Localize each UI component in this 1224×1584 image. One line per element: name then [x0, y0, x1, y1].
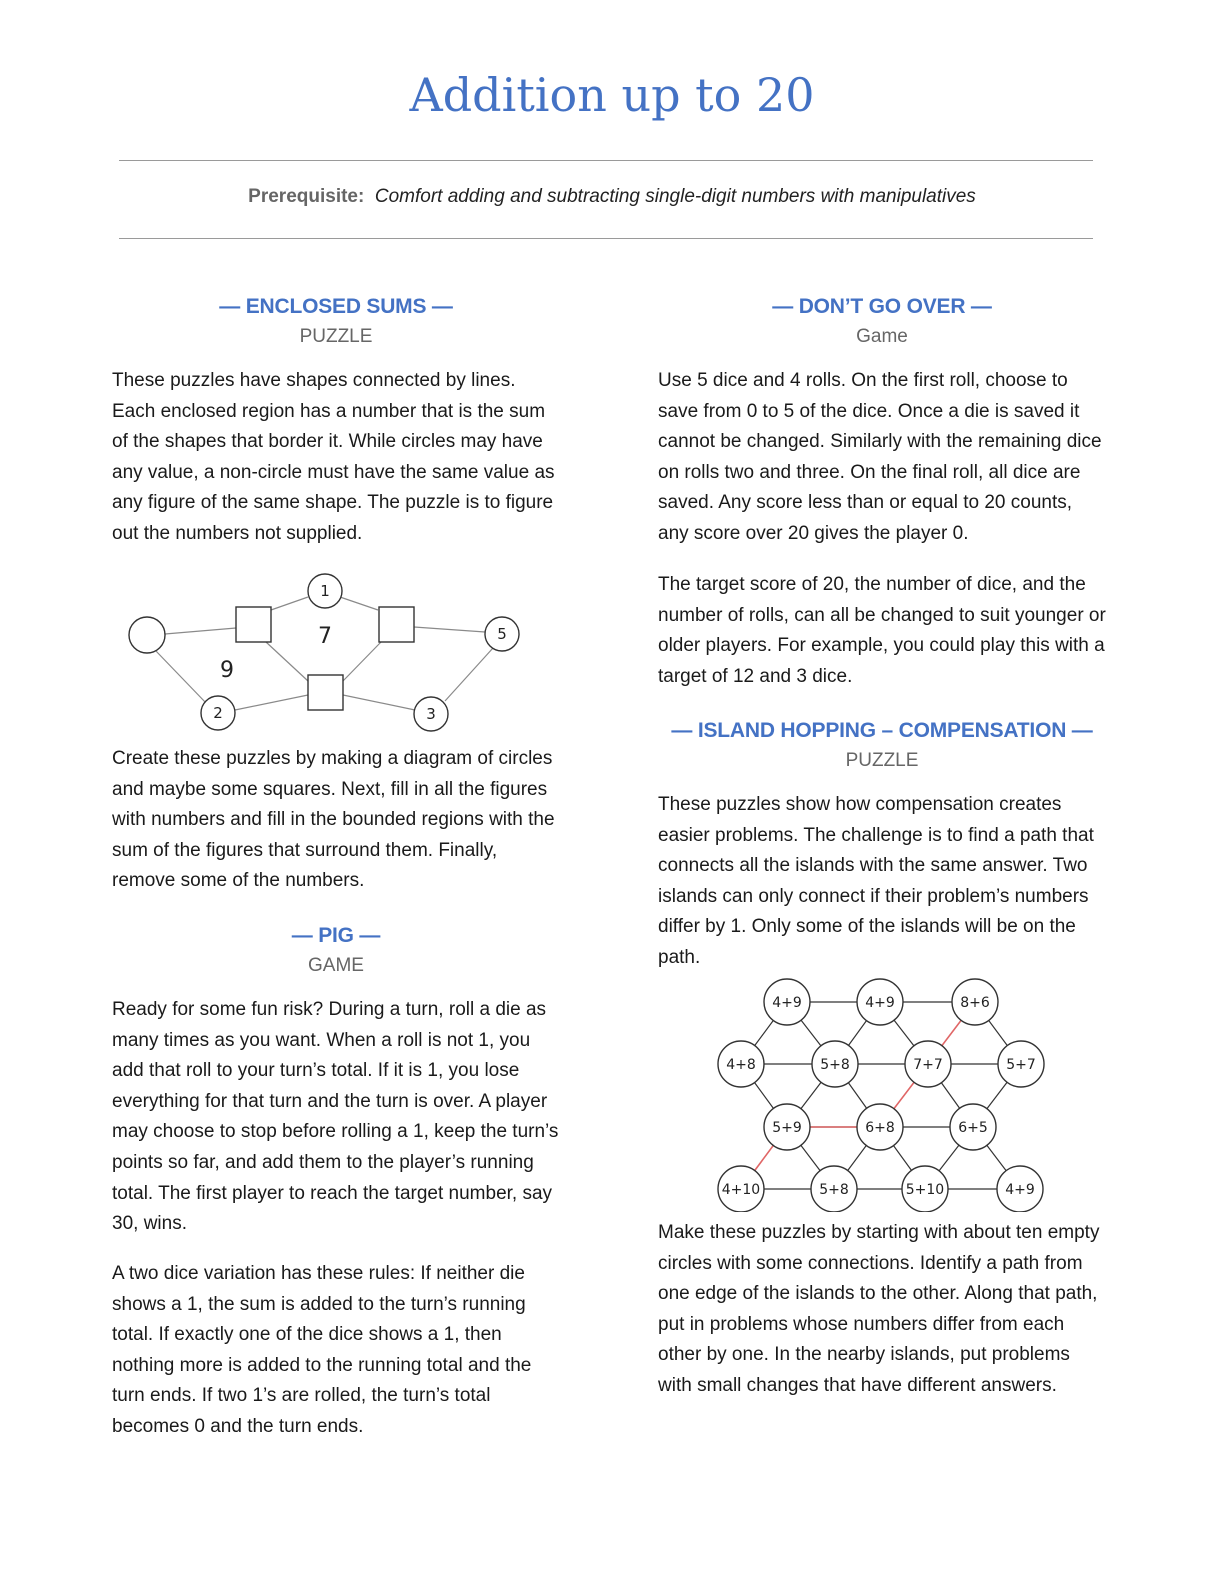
island-label: 7+7 — [913, 1057, 943, 1073]
island-hopping-make: Make these puzzles by starting with about ten empty circles with some connections. Identify a path from one edge of the islands to the other. Along that path, put in problems whose numbers differ from each other by one. In the nearby islands, put problems with small changes that have different answers. — [658, 1222, 1100, 1396]
enclosed-sums-create: Create these puzzles by making a diagram of circles and maybe some squares. Next, fill in all the figures with numbers and fill in the bounded regions with the sum of the figures that surround them. Finally, remove some of the numbers. — [112, 748, 555, 892]
bottom-divider — [119, 238, 1093, 239]
circle-label: 3 — [426, 705, 436, 723]
section-heading: — ISLAND HOPPING – COMPENSATION — — [671, 719, 1093, 742]
square-shape — [236, 607, 271, 642]
pig-variation: A two dice variation has these rules: If neither die shows a 1, the sum is added to the turn’s running total. If exactly one of the dice shows a 1, then nothing more is added to the running total and the turn ends. If two 1’s are rolled, the turn’s total becomes 0 and the turn ends. — [112, 1263, 532, 1437]
prerequisite-text: Comfort adding and subtracting single-digit numbers with manipulatives — [374, 186, 976, 207]
island-label: 5+8 — [820, 1057, 850, 1073]
square-shape — [308, 675, 343, 710]
section-subheading: GAME — [308, 955, 364, 976]
section-subheading: Game — [856, 326, 908, 347]
island-label: 4+9 — [772, 995, 802, 1011]
island-label: 4+9 — [865, 995, 895, 1011]
island-label: 5+7 — [1006, 1057, 1036, 1073]
section-subheading: PUZZLE — [299, 326, 373, 347]
dont-go-over-rules: Use 5 dice and 4 rolls. On the first roll, choose to save from 0 to 5 of the dice. Once a die is saved it cannot be changed. Similarly with the remaining dice on rolls two and three. On the final roll, all dice are saved. Any score less than or equal to 20 counts, any score over 20 gives the player 0. — [658, 370, 1102, 544]
region-label: 7 — [318, 624, 332, 649]
pig-header — [112, 921, 560, 981]
section-subheading: PUZZLE — [845, 750, 919, 771]
enclosed-sums-header — [112, 292, 560, 352]
section-heading: — DON’T GO OVER — — [772, 295, 992, 318]
island-hopping-diagram — [700, 976, 1060, 1212]
square-shape — [379, 607, 414, 642]
island-label: 4+10 — [721, 1182, 761, 1198]
prerequisite-label: Prerequisite: — [248, 186, 365, 207]
region-label: 9 — [220, 658, 234, 683]
section-heading: — PIG — — [291, 924, 381, 947]
diagram-squares — [236, 607, 414, 710]
section-heading: — ENCLOSED SUMS — — [219, 295, 453, 318]
island-hopping-header — [658, 716, 1106, 776]
circle-label: 1 — [320, 582, 330, 600]
island-label: 8+6 — [960, 995, 990, 1011]
circle-label: 2 — [213, 704, 223, 722]
enclosed-sums-intro: These puzzles have shapes connected by lines. Each enclosed region has a number that is the sum of the shapes that border it. While circles may have any value, a non-circle must have the same value as any figure of the same shape. The puzzle is to figure out the numbers not supplied. — [112, 370, 555, 544]
pig-rules: Ready for some fun risk? During a turn, roll a die as many times as you want. When a roll is not 1, you add that roll to your turn’s total. If it is 1, you lose everything for that turn and the turn is over. A player may choose to stop before rolling a 1, keep the turn’s points so far, and add them to the player’s running total. The first player to reach the target number, say 30, wins. — [112, 999, 559, 1235]
top-divider — [119, 160, 1093, 161]
island-hopping-intro: These puzzles show how compensation creates easier problems. The challenge is to find a path that connects all the islands with the same answer. Two islands can only connect if their problem’s numbers differ by 1. Only some of the islands will be on the path. — [658, 794, 1094, 968]
island-label: 5+8 — [819, 1182, 849, 1198]
circle-label: 5 — [497, 625, 507, 643]
island-label: 4+9 — [1005, 1182, 1035, 1198]
prerequisite — [0, 186, 1224, 208]
circle-shape — [129, 617, 165, 653]
island-connections — [741, 1002, 1021, 1189]
enclosed-sums-diagram — [112, 566, 560, 736]
page-title: Addition up to 20 — [409, 68, 815, 122]
island-label: 5+10 — [905, 1182, 945, 1198]
island-label: 5+9 — [772, 1120, 802, 1136]
island-label: 6+5 — [958, 1120, 988, 1136]
dont-go-over-header — [658, 292, 1106, 352]
island-label: 4+8 — [726, 1057, 756, 1073]
island-label: 6+8 — [865, 1120, 895, 1136]
dont-go-over-variation: The target score of 20, the number of dice, and the number of rolls, can all be changed to suit younger or older players. For example, you could play this with a target of 12 and 3 dice. — [658, 574, 1106, 687]
